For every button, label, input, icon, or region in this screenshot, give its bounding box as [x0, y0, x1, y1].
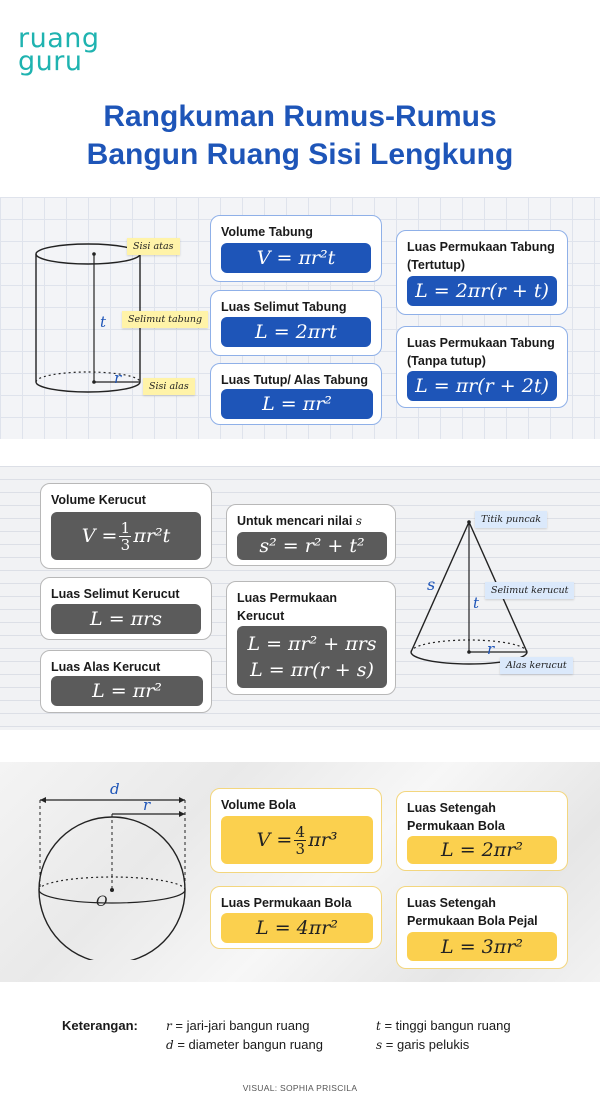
- var-desc: = jari-jari bangun ruang: [175, 1018, 310, 1033]
- page-title: [0, 98, 600, 174]
- fraction-numerator: 1: [120, 518, 131, 537]
- var-symbol: s: [376, 1038, 383, 1052]
- card-label: Luas Selimut Tabung: [221, 300, 347, 314]
- sphere-diameter-label: d: [110, 780, 120, 798]
- keterangan-item-d: [166, 1037, 323, 1052]
- formula: [237, 626, 387, 688]
- card-luas-selimut-tabung: [210, 290, 382, 356]
- cone-slant-label: s: [427, 575, 436, 594]
- formula-line-1: L = πr² + πrs: [247, 633, 377, 655]
- card-volume-kerucut: [40, 483, 212, 569]
- formula-lhs: V =: [81, 525, 118, 547]
- card-mencari-nilai-s: [226, 504, 396, 566]
- fraction-numerator: 4: [295, 822, 306, 841]
- card-luas-permukaan-bola: [210, 886, 382, 949]
- card-luas-tutup-alas-tabung: [210, 363, 382, 425]
- card-volume-bola: [210, 788, 382, 873]
- card-luas-permukaan-kerucut: [226, 581, 396, 695]
- cone-height-label: t: [473, 594, 480, 612]
- formula: L = 2πrt: [221, 317, 371, 347]
- formula: L = πr(r + 2t): [407, 371, 557, 401]
- var-symbol: d: [166, 1038, 174, 1052]
- formula: s² = r² + t²: [237, 532, 387, 560]
- tag-sisi-atas: Sisi atas: [127, 238, 180, 255]
- title-line-2: Bangun Ruang Sisi Lengkung: [86, 138, 514, 171]
- formula: V = πr²t: [221, 243, 371, 273]
- card-luas-setengah-permukaan-bola: [396, 791, 568, 871]
- var-desc: = diameter bangun ruang: [177, 1037, 323, 1052]
- card-label: Luas Tutup/ Alas Tabung: [221, 373, 368, 387]
- formula-line-2: L = πr(r + s): [250, 659, 374, 681]
- formula-rhs: πr³: [308, 829, 338, 851]
- visual-credit: VISUAL: SOPHIA PRISCILA: [242, 1083, 358, 1093]
- card-luas-permukaan-tabung-tanpa-tutup: [396, 326, 568, 408]
- formula-rhs: πr²t: [133, 525, 171, 547]
- formula: L = 4πr²: [221, 913, 373, 943]
- keterangan-item-t: [376, 1018, 511, 1033]
- logo-line-2: guru: [18, 46, 83, 77]
- var-desc: = tinggi bangun ruang: [384, 1018, 511, 1033]
- keterangan-item-s: [376, 1037, 469, 1052]
- card-label: Luas Permukaan Tabung (Tertutup): [407, 240, 555, 272]
- card-luas-alas-kerucut: [40, 650, 212, 713]
- fraction: [119, 520, 131, 553]
- formula-lhs: V =: [256, 829, 293, 851]
- card-label: Luas Permukaan Tabung (Tanpa tutup): [407, 336, 555, 368]
- formula: L = 3πr²: [407, 932, 557, 961]
- tag-sisi-alas: Sisi alas: [143, 378, 195, 395]
- card-label: Luas Selimut Kerucut: [51, 587, 180, 601]
- tag-alas-kerucut: Alas kerucut: [500, 657, 573, 674]
- card-luas-permukaan-tabung-tertutup: [396, 230, 568, 315]
- logo-line-1: ruang: [18, 23, 100, 54]
- cone-radius-label: r: [487, 640, 495, 658]
- tag-selimut-kerucut: Selimut kerucut: [485, 582, 574, 599]
- var-symbol: t: [376, 1019, 381, 1033]
- card-volume-tabung: [210, 215, 382, 282]
- card-label: Luas Setengah Permukaan Bola Pejal: [407, 896, 538, 928]
- card-label-text: Untuk mencari nilai: [237, 514, 353, 528]
- title-line-1: Rangkuman Rumus-Rumus: [103, 100, 497, 133]
- card-label: Luas Alas Kerucut: [51, 660, 161, 674]
- card-label: [237, 512, 387, 530]
- formula: [51, 512, 201, 560]
- card-label: Luas Permukaan Bola: [221, 896, 352, 910]
- formula: L = πr²: [51, 676, 203, 706]
- card-label: Luas Setengah Permukaan Bola: [407, 801, 505, 833]
- card-label: Luas Permukaan Kerucut: [237, 591, 338, 623]
- sphere-diagram: [30, 790, 195, 960]
- formula: L = πrs: [51, 604, 201, 634]
- ruangguru-logo: [18, 23, 100, 77]
- tag-selimut-tabung: Selimut tabung: [122, 311, 208, 328]
- sphere-radius-label: r: [143, 796, 151, 814]
- card-label-var: s: [355, 514, 362, 528]
- card-label: Volume Kerucut: [51, 493, 146, 507]
- tag-titik-puncak: Titik puncak: [475, 511, 547, 528]
- card-luas-selimut-kerucut: [40, 577, 212, 640]
- card-label: Volume Tabung: [221, 225, 313, 239]
- var-symbol: r: [166, 1019, 172, 1033]
- formula: L = 2πr(r + t): [407, 276, 557, 306]
- formula: L = 2πr²: [407, 836, 557, 864]
- var-desc: = garis pelukis: [385, 1037, 470, 1052]
- fraction-denominator: 3: [120, 535, 131, 554]
- card-luas-setengah-permukaan-bola-pejal: [396, 886, 568, 969]
- keterangan-heading: Keterangan:: [62, 1018, 138, 1033]
- formula: L = πr²: [221, 389, 373, 419]
- keterangan-item-r: [166, 1018, 309, 1033]
- sphere-center-label: O: [96, 894, 108, 910]
- cylinder-height-label: t: [100, 313, 107, 331]
- fraction: [294, 824, 306, 857]
- fraction-denominator: 3: [295, 839, 306, 858]
- cylinder-radius-label: r: [114, 369, 122, 387]
- card-label: Volume Bola: [221, 798, 296, 812]
- formula: [221, 816, 373, 864]
